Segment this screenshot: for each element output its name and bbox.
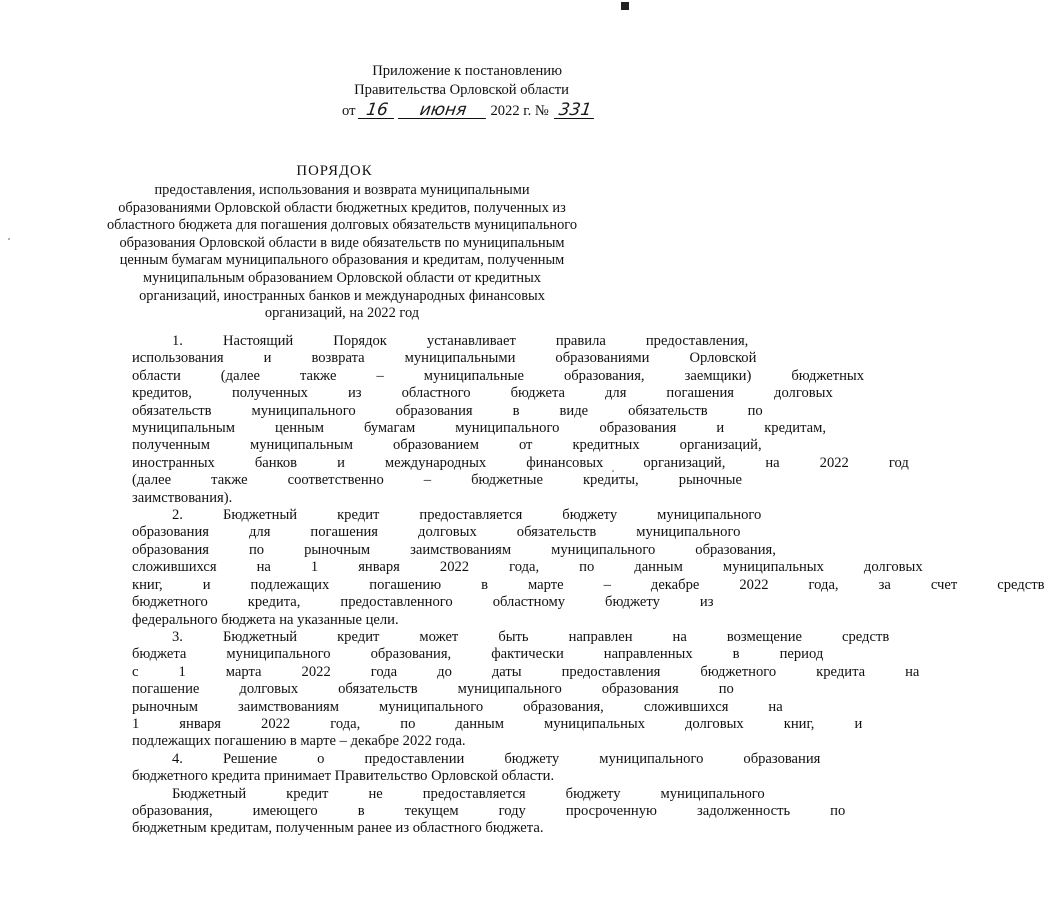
word: по xyxy=(579,559,595,576)
word: предоставления xyxy=(561,663,661,680)
paragraph-line xyxy=(92,802,846,820)
line-text xyxy=(92,367,865,385)
word: счет xyxy=(930,576,958,593)
word: 1. xyxy=(172,333,183,349)
word: муниципальным xyxy=(132,420,235,437)
word: на xyxy=(765,454,780,471)
word: по xyxy=(830,802,846,819)
word: муниципального xyxy=(657,507,762,524)
word: муниципального xyxy=(251,402,356,419)
paragraph-line xyxy=(92,541,776,559)
line-text xyxy=(132,333,749,350)
word: сложившихся xyxy=(643,698,729,715)
paragraph-line xyxy=(92,820,594,837)
line-text xyxy=(92,454,909,472)
word: долговых xyxy=(239,681,299,698)
word: обязательств xyxy=(132,402,212,419)
word: на xyxy=(672,628,687,645)
paragraph-line xyxy=(92,594,714,611)
paragraph-line xyxy=(92,698,783,716)
line-text: бюджетным кредитам, полученным ранее из областного бюджета. xyxy=(132,820,544,837)
word: не xyxy=(368,785,383,802)
word: для xyxy=(248,524,271,541)
paragraph-line xyxy=(92,628,890,646)
line-text xyxy=(92,420,827,437)
word: по xyxy=(718,681,734,698)
word: кредит xyxy=(337,628,380,645)
date-year-label: 2022 г. № xyxy=(490,103,549,119)
word: муниципального xyxy=(660,785,765,802)
line-text xyxy=(92,437,762,454)
word: бюджету xyxy=(565,785,621,802)
word: фактически xyxy=(491,646,564,663)
scan-speck xyxy=(8,238,10,240)
line-text xyxy=(92,663,920,681)
word: подлежащих xyxy=(250,576,330,593)
word: образованиями xyxy=(555,350,650,367)
word: 2022 xyxy=(739,576,769,593)
word: на xyxy=(768,698,783,715)
word: областного xyxy=(401,385,471,402)
word: Бюджетный xyxy=(222,507,298,524)
word: муниципальных xyxy=(543,715,645,732)
subtitle-line: организаций, иностранных банков и международных финансовых xyxy=(139,287,545,304)
word: заемщики) xyxy=(684,367,752,384)
line-text xyxy=(92,559,923,576)
word: также xyxy=(211,472,248,489)
word: Порядок xyxy=(333,333,387,349)
paragraph-line xyxy=(92,663,920,681)
word: соответственно xyxy=(287,472,384,489)
word: полученным xyxy=(132,437,210,454)
word: по xyxy=(747,402,763,419)
word: для xyxy=(604,385,627,402)
word: 3. xyxy=(172,628,183,645)
line-text xyxy=(92,576,1044,594)
paragraph-line xyxy=(92,472,742,489)
word: направлен xyxy=(568,628,633,645)
word: рыночным xyxy=(132,698,199,715)
word: долговых xyxy=(774,385,833,402)
word: данным xyxy=(634,559,683,576)
word: данным xyxy=(455,715,504,732)
word: в xyxy=(357,802,365,819)
word: по xyxy=(400,715,416,732)
word: Бюджетный xyxy=(222,628,298,645)
paragraph-4 xyxy=(92,750,821,786)
line-text xyxy=(92,715,863,733)
word: 2. xyxy=(172,507,183,524)
word: января xyxy=(358,559,400,576)
word: бюджетные xyxy=(471,472,543,489)
word: обязательств xyxy=(516,524,597,541)
word: и xyxy=(716,420,725,437)
line-text xyxy=(92,681,734,698)
word: погашения xyxy=(310,524,379,541)
word: рыночные xyxy=(678,472,742,489)
paragraph-line xyxy=(92,646,824,663)
word: из xyxy=(699,594,714,611)
word: образования, xyxy=(695,541,776,558)
word: образованием xyxy=(392,437,479,454)
word: области xyxy=(132,367,181,384)
word: имеющего xyxy=(252,802,318,819)
word: устанавливает xyxy=(426,333,516,349)
word: организаций, xyxy=(679,437,762,454)
word: – xyxy=(603,576,611,593)
line-text xyxy=(92,594,714,611)
word: долговых xyxy=(685,715,744,732)
appendix-line-1: Приложение к постановлению xyxy=(372,63,562,79)
word: бюджету xyxy=(504,750,560,767)
word: – xyxy=(423,472,432,489)
paragraph-line xyxy=(92,367,865,385)
line-text xyxy=(92,472,742,489)
word: возмещение xyxy=(726,628,802,645)
word: также xyxy=(299,367,337,384)
word: может xyxy=(419,628,459,645)
word: (далее xyxy=(220,367,260,384)
word: образования xyxy=(601,681,679,698)
word: организаций, xyxy=(643,454,726,471)
subtitle-line: областного бюджета для погашения долговых обязательств муниципального xyxy=(106,217,578,234)
word: образования xyxy=(743,750,821,767)
word: рыночным xyxy=(304,541,371,558)
word: долговых xyxy=(418,524,477,541)
word: банков xyxy=(254,454,298,471)
word: муниципального xyxy=(551,541,656,558)
word: кредитных xyxy=(572,437,640,454)
word: года, xyxy=(808,576,839,593)
subtitle-line: муниципальным образованием Орловской области от кредитных xyxy=(142,269,541,286)
word: долговых xyxy=(863,559,923,576)
word: из xyxy=(347,385,362,402)
line-text: бюджетного кредита принимает Правительство Орловской области. xyxy=(132,768,555,785)
word: муниципальные xyxy=(423,367,524,384)
line-text xyxy=(92,802,846,820)
word: 1 xyxy=(310,559,319,576)
word: муниципального xyxy=(636,524,741,541)
word: Решение xyxy=(222,750,278,767)
word: образования, xyxy=(132,802,213,819)
word: даты xyxy=(491,663,522,680)
word: полученных xyxy=(231,385,308,402)
word: и xyxy=(854,715,863,732)
paragraph-line xyxy=(92,333,749,350)
paragraph-line xyxy=(92,612,594,629)
word: погашению xyxy=(369,576,442,593)
paragraph-line xyxy=(92,420,827,437)
word: бюджету xyxy=(605,594,660,611)
subtitle-line: образованиями Орловской области бюджетных кредитов, полученных из xyxy=(118,199,566,216)
word: марта xyxy=(225,663,262,680)
word: 1 xyxy=(132,715,140,732)
word: бюджетного xyxy=(132,594,208,611)
paragraph-line xyxy=(92,385,833,402)
word: бюджета xyxy=(132,646,187,663)
word: правила xyxy=(555,333,606,349)
paragraph-line xyxy=(92,715,863,733)
word: 2022 xyxy=(261,715,291,732)
word: за xyxy=(878,576,891,593)
paragraph-line xyxy=(92,454,909,472)
paragraph-1 xyxy=(92,333,909,507)
word: с xyxy=(132,663,139,680)
word: Бюджетный xyxy=(172,785,247,802)
word: в xyxy=(732,646,740,663)
line-text xyxy=(92,646,824,663)
handwritten-number: 331 xyxy=(553,103,595,119)
word: (далее xyxy=(132,472,172,489)
word: года, xyxy=(509,559,540,576)
word: областному xyxy=(492,594,566,611)
word: предоставляется xyxy=(419,507,523,524)
word: кредитам, xyxy=(764,420,827,437)
line-text xyxy=(92,524,741,541)
subtitle-line: ценным бумагам муниципального образования и кредитам, полученным xyxy=(119,252,565,269)
word: использования xyxy=(132,350,224,367)
paragraph-line xyxy=(92,437,762,454)
word: кредита xyxy=(816,663,866,680)
paragraph-line xyxy=(92,681,734,698)
word: задолженность xyxy=(696,802,791,819)
word: заимствованиям xyxy=(410,541,512,558)
word: и xyxy=(337,454,345,471)
word: Орловской xyxy=(689,350,757,367)
word: муниципального xyxy=(457,681,562,698)
word: и xyxy=(263,350,272,367)
word: декабре xyxy=(650,576,700,593)
word: кредит xyxy=(286,785,329,802)
word: образования xyxy=(132,541,209,558)
appendix-header xyxy=(340,62,580,100)
word: заимствованиям xyxy=(238,698,340,715)
word: 2022 xyxy=(819,454,849,471)
word: Настоящий xyxy=(222,333,294,349)
word: направленных xyxy=(603,646,693,663)
word: погашение xyxy=(132,681,200,698)
line-text xyxy=(92,541,776,559)
line-text xyxy=(132,785,765,803)
handwritten-day: 16 xyxy=(358,103,396,119)
word: 2022 xyxy=(301,663,331,680)
word: 2022 xyxy=(439,559,470,576)
paragraph-line xyxy=(92,402,763,420)
word: бюджету xyxy=(562,507,618,524)
word: образования xyxy=(395,402,473,419)
word: бумагам xyxy=(363,420,416,437)
word: сложившихся xyxy=(132,559,217,576)
word: образования xyxy=(599,420,677,437)
word: муниципальных xyxy=(722,559,824,576)
word: кредит xyxy=(337,507,380,524)
paragraph-line xyxy=(92,750,821,768)
word: в xyxy=(512,402,520,419)
word: год xyxy=(888,454,909,471)
line-text: подлежащих погашению в марте – декабре 2022 года. xyxy=(132,733,466,750)
document-subtitle xyxy=(92,182,592,323)
subtitle-line: предоставления, использования и возврата муниципальными xyxy=(154,182,530,198)
word: бюджетного xyxy=(700,663,777,680)
appendix-line-2: Правительства Орловской области xyxy=(354,82,569,98)
word: года xyxy=(370,663,398,680)
word: предоставленного xyxy=(340,594,453,611)
word: образования, xyxy=(563,367,645,384)
word: книг, xyxy=(783,715,815,732)
paragraph-line xyxy=(92,733,594,750)
paragraph-5 xyxy=(92,785,846,838)
word: по xyxy=(248,541,265,558)
paragraph-line xyxy=(92,559,923,576)
word: международных xyxy=(384,454,487,471)
paragraph-line xyxy=(92,490,594,507)
word: образования xyxy=(132,524,209,541)
word: муниципальным xyxy=(249,437,353,454)
paragraph-line xyxy=(92,576,1044,594)
word: текущем xyxy=(404,802,459,819)
word: погашения xyxy=(666,385,735,402)
word: просроченную xyxy=(565,802,657,819)
word: марте xyxy=(528,576,564,593)
line-text: заимствования). xyxy=(132,489,233,506)
scan-corner-mark xyxy=(621,2,629,10)
subtitle-line: образования Орловской области в виде обязательств по муниципальным xyxy=(119,234,565,251)
word: средств xyxy=(842,628,890,645)
word: января xyxy=(179,715,222,732)
word: о xyxy=(317,750,325,767)
line-text xyxy=(132,507,762,524)
word: на xyxy=(256,559,271,576)
paragraph-2 xyxy=(92,507,1044,629)
paragraph-line xyxy=(92,785,765,803)
paragraph-line xyxy=(92,507,762,524)
line-text xyxy=(132,750,821,768)
word: году xyxy=(498,802,526,819)
word: 4. xyxy=(172,750,183,767)
word: кредитов, xyxy=(132,385,192,402)
word: муниципальными xyxy=(404,350,516,367)
word: в xyxy=(481,576,489,593)
word: от xyxy=(518,437,533,454)
word: быть xyxy=(498,628,529,645)
document-body xyxy=(92,333,1044,838)
paragraph-line xyxy=(92,768,594,785)
paragraph-line xyxy=(92,524,741,541)
word: предоставления, xyxy=(645,333,749,349)
line-text xyxy=(92,385,833,402)
word: период xyxy=(779,646,824,663)
word: на xyxy=(905,663,920,680)
word: года, xyxy=(330,715,361,732)
paragraph-line xyxy=(92,350,757,367)
word: муниципального xyxy=(379,698,484,715)
line-text xyxy=(92,350,757,367)
word: возврата xyxy=(311,350,365,367)
word: ценным xyxy=(274,420,324,437)
line-text: федерального бюджета на указанные цели. xyxy=(132,611,399,628)
word: до xyxy=(437,663,452,680)
word: – xyxy=(376,367,384,384)
paragraph-3 xyxy=(92,628,920,751)
word: и xyxy=(202,576,211,593)
word: финансовых xyxy=(526,454,604,471)
subtitle-line: организаций, на 2022 год xyxy=(264,305,420,322)
word: бюджетных xyxy=(791,367,865,384)
word: образования, xyxy=(523,698,604,715)
word: кредиты, xyxy=(582,472,639,489)
word: обязательств xyxy=(628,402,708,419)
word: муниципального xyxy=(599,750,704,767)
word: 1 xyxy=(178,663,186,680)
date-prefix: от xyxy=(342,103,356,119)
word: книг, xyxy=(132,576,163,593)
word: виде xyxy=(559,402,589,419)
word: предоставлении xyxy=(364,750,465,767)
word: муниципального xyxy=(455,420,560,437)
document-title: ПОРЯДОК xyxy=(296,163,373,179)
word: обязательств xyxy=(338,681,418,698)
line-text xyxy=(92,402,763,420)
line-text xyxy=(92,698,783,716)
decree-date-line xyxy=(342,102,595,121)
word: образования, xyxy=(370,646,452,663)
handwritten-month: июня xyxy=(398,103,488,119)
word: предоставляется xyxy=(422,785,526,802)
line-text xyxy=(132,628,890,646)
word: бюджета xyxy=(510,385,565,402)
word: иностранных xyxy=(132,454,215,471)
word: средств xyxy=(997,576,1044,593)
word: муниципального xyxy=(226,646,331,663)
word: кредита, xyxy=(247,594,301,611)
